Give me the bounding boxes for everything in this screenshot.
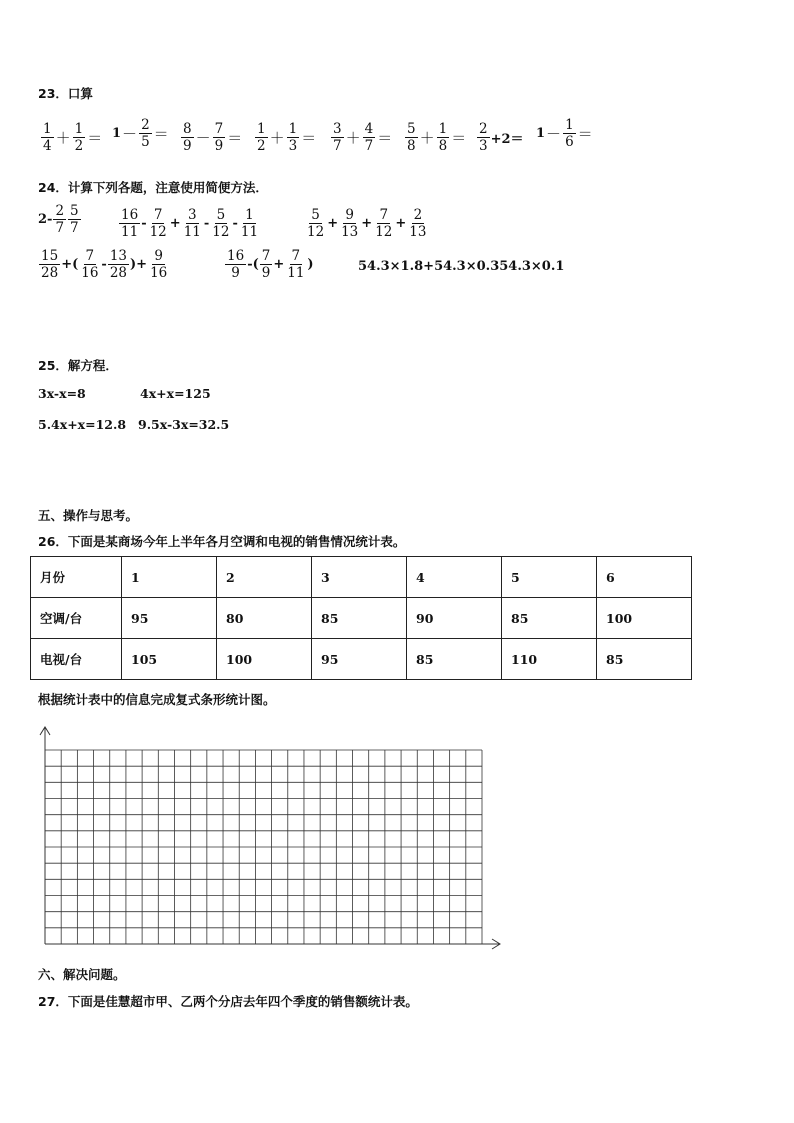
table-cell: 85	[597, 639, 692, 680]
numerator: 1	[43, 121, 52, 137]
denominator: 13	[341, 224, 359, 241]
table-cell: 6	[597, 557, 692, 598]
fraction	[363, 122, 376, 153]
numerator: 13	[109, 248, 128, 264]
fraction	[339, 208, 360, 239]
mental-math-item	[180, 118, 243, 153]
term: +(	[61, 257, 79, 273]
fraction	[210, 208, 231, 239]
table-cell: 1	[122, 557, 217, 598]
fraction	[53, 204, 66, 235]
fraction	[73, 122, 86, 153]
numerator: 15	[41, 248, 59, 264]
fraction	[239, 208, 260, 239]
operator: －	[546, 125, 562, 144]
numerator: 1	[438, 121, 448, 137]
operator: ＝	[577, 125, 593, 144]
q24-title: 24．计算下列各题，注意使用简便方法．	[38, 180, 268, 195]
term: 54.3×1.8+54.3×0.354.3×0.1	[358, 259, 565, 274]
calc-item	[224, 245, 314, 280]
mental-math-item	[330, 118, 393, 153]
numerator: 7	[261, 248, 271, 264]
operator: ＝	[301, 129, 317, 148]
mental-math-item	[254, 118, 317, 153]
calc-item	[38, 204, 82, 235]
fraction	[407, 208, 428, 239]
operator: ＋	[345, 129, 361, 148]
numerator: 2	[413, 207, 423, 223]
table-cell: 85	[312, 598, 407, 639]
numerator: 5	[70, 203, 79, 219]
numerator: 9	[345, 207, 354, 223]
numerator: 7	[85, 248, 95, 264]
table-row	[31, 598, 692, 639]
denominator: 7	[70, 220, 79, 237]
term: -	[203, 216, 210, 232]
term: +	[327, 216, 339, 232]
equation-3: 5.4x+x=12.8	[38, 417, 127, 432]
denominator: 7	[333, 138, 342, 155]
denominator: 12	[149, 224, 167, 241]
row-header-cell: 空调/台	[31, 598, 122, 639]
fraction	[563, 118, 576, 149]
table-cell: 95	[312, 639, 407, 680]
numerator: 1	[565, 117, 574, 133]
row-header-cell: 电视/台	[31, 639, 122, 680]
fraction	[225, 249, 246, 280]
term: +2＝	[490, 132, 524, 148]
denominator: 12	[307, 224, 325, 241]
equation-2: 4x+x=125	[140, 386, 211, 401]
mental-math-item	[536, 118, 594, 149]
calc-item	[358, 255, 564, 274]
term: 1	[112, 126, 122, 142]
fraction	[108, 249, 129, 280]
fraction	[41, 122, 54, 153]
table-cell: 85	[407, 639, 502, 680]
operator: ＋	[419, 129, 435, 148]
denominator: 8	[438, 138, 448, 155]
numerator: 2	[55, 203, 65, 219]
denominator: 7	[55, 220, 65, 237]
denominator: 3	[288, 138, 298, 155]
numerator: 2	[479, 121, 488, 137]
denominator: 7	[364, 138, 374, 155]
calc-item	[38, 245, 170, 280]
term: 1	[536, 126, 546, 142]
fraction	[181, 122, 194, 153]
equation-4: 9.5x-3x=32.5	[138, 417, 230, 432]
operator: －	[195, 129, 211, 148]
q23-title: 23．口算	[38, 86, 93, 101]
numerator: 5	[407, 121, 416, 137]
denominator: 11	[240, 224, 259, 241]
denominator: 16	[150, 265, 168, 282]
table-cell: 100	[597, 598, 692, 639]
numerator: 7	[153, 207, 163, 223]
fraction	[331, 122, 344, 153]
fraction	[119, 208, 140, 239]
fraction	[79, 249, 100, 280]
operator: －	[122, 125, 138, 144]
mental-math-item	[404, 118, 467, 153]
table-row	[31, 557, 692, 598]
blank-chart-grid	[36, 722, 506, 954]
mental-math-item	[112, 118, 170, 149]
fraction	[68, 204, 81, 235]
fraction	[305, 208, 326, 239]
fraction	[405, 122, 418, 153]
numerator: 7	[214, 121, 224, 137]
numerator: 7	[291, 248, 301, 264]
table-cell: 2	[217, 557, 312, 598]
numerator: 5	[216, 207, 226, 223]
fraction	[260, 249, 273, 280]
denominator: 12	[375, 224, 393, 241]
numerator: 2	[141, 117, 150, 133]
fraction	[39, 249, 60, 280]
denominator: 5	[141, 134, 150, 151]
numerator: 16	[121, 207, 139, 223]
numerator: 4	[364, 121, 374, 137]
fraction	[139, 118, 152, 149]
denominator: 6	[565, 134, 574, 151]
numerator: 1	[245, 207, 254, 223]
term: +	[395, 216, 407, 232]
numerator: 9	[154, 248, 163, 264]
table-row	[31, 639, 692, 680]
numerator: 5	[311, 207, 320, 223]
operator: ＝	[451, 129, 467, 148]
table-cell: 3	[312, 557, 407, 598]
fraction	[213, 122, 226, 153]
fraction	[255, 122, 268, 153]
equation-1: 3x-x=8	[38, 386, 86, 401]
fraction	[373, 208, 394, 239]
term: +	[169, 216, 181, 232]
operator: ＋	[269, 129, 285, 148]
q26-title: 26．下面是某商场今年上半年各月空调和电视的销售情况统计表。	[38, 534, 406, 549]
sales-table	[30, 556, 692, 680]
term: -	[101, 257, 107, 273]
term: +	[273, 257, 285, 273]
denominator: 9	[183, 138, 192, 155]
term: 2-	[38, 212, 53, 228]
section-5-heading: 五、操作与思考。	[38, 508, 139, 523]
operator: ＝	[87, 129, 103, 148]
denominator: 12	[212, 224, 230, 241]
fraction	[285, 249, 306, 280]
table-cell: 95	[122, 598, 217, 639]
row-header-cell: 月份	[31, 557, 122, 598]
calc-item	[304, 204, 429, 239]
section-6-heading: 六、解决问题。	[38, 967, 126, 982]
table-cell: 80	[217, 598, 312, 639]
denominator: 8	[407, 138, 416, 155]
denominator: 9	[214, 138, 224, 155]
chart-instruction: 根据统计表中的信息完成复式条形统计图。	[38, 692, 276, 707]
term: )+	[130, 257, 148, 273]
term: -	[232, 216, 238, 232]
operator: ＝	[377, 129, 393, 148]
term: -	[141, 216, 147, 232]
calc-item	[118, 204, 261, 239]
denominator: 28	[41, 265, 59, 282]
table-cell: 110	[502, 639, 597, 680]
denominator: 11	[183, 224, 201, 241]
q27-title: 27．下面是佳慧超市甲、乙两个分店去年四个季度的销售额统计表。	[38, 994, 418, 1009]
table-cell: 4	[407, 557, 502, 598]
numerator: 16	[227, 248, 245, 264]
fraction	[287, 122, 300, 153]
term: +	[361, 216, 373, 232]
table-cell: 85	[502, 598, 597, 639]
operator: ＋	[55, 129, 71, 148]
table-cell: 100	[217, 639, 312, 680]
numerator: 1	[74, 121, 84, 137]
denominator: 16	[81, 265, 99, 282]
denominator: 2	[257, 138, 266, 155]
numerator: 3	[187, 207, 197, 223]
denominator: 9	[261, 265, 271, 282]
numerator: 7	[379, 207, 389, 223]
denominator: 4	[43, 138, 52, 155]
mental-math-item	[40, 118, 103, 153]
denominator: 13	[409, 224, 427, 241]
fraction	[182, 208, 203, 239]
fraction	[437, 122, 450, 153]
denominator: 3	[479, 138, 488, 155]
term: )	[307, 257, 314, 273]
table-cell: 5	[502, 557, 597, 598]
numerator: 3	[333, 121, 342, 137]
fraction	[148, 249, 169, 280]
table-cell: 105	[122, 639, 217, 680]
denominator: 28	[109, 265, 128, 282]
fraction	[477, 122, 490, 153]
denominator: 9	[231, 265, 240, 282]
table-cell: 90	[407, 598, 502, 639]
numerator: 1	[288, 121, 298, 137]
term: -(	[247, 257, 259, 273]
denominator: 11	[287, 265, 305, 282]
denominator: 11	[121, 224, 139, 241]
denominator: 2	[74, 138, 84, 155]
operator: ＝	[227, 129, 243, 148]
mental-math-item	[476, 118, 524, 153]
operator: ＝	[153, 125, 169, 144]
numerator: 1	[257, 121, 266, 137]
fraction	[148, 208, 169, 239]
q25-title: 25．解方程．	[38, 358, 118, 373]
numerator: 8	[183, 121, 192, 137]
